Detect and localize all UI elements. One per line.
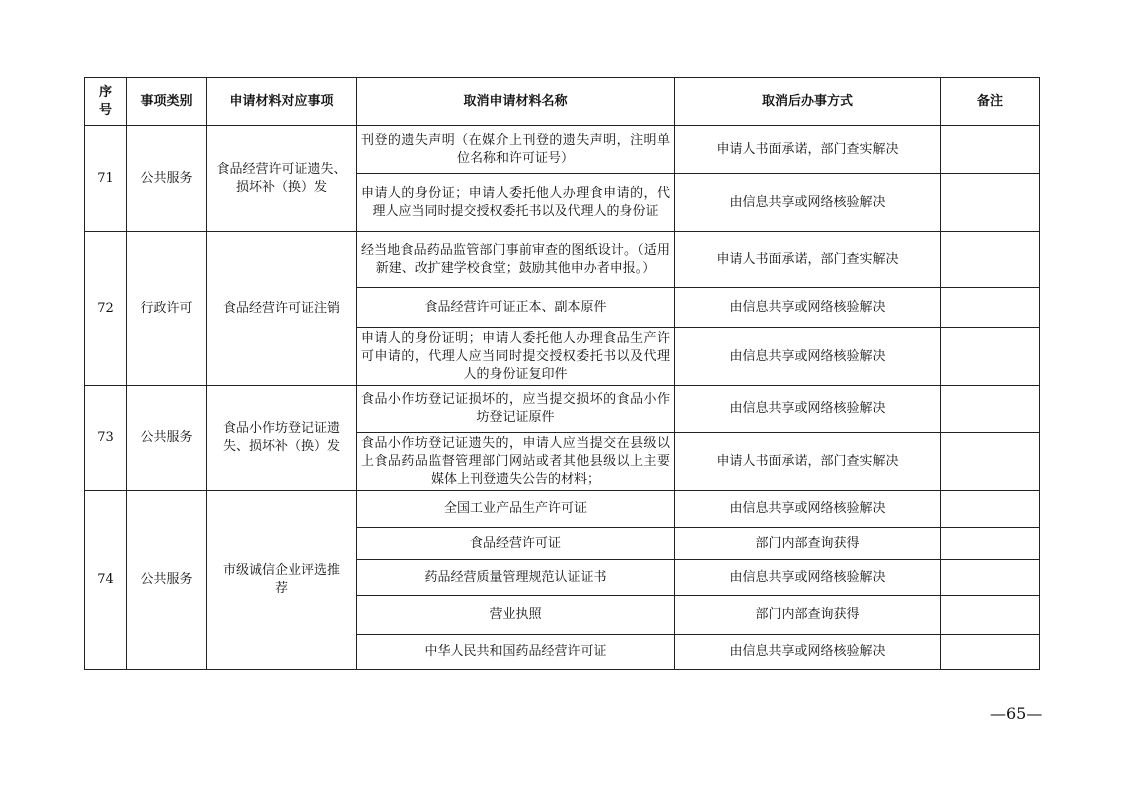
row-category: 公共服务 bbox=[127, 126, 207, 232]
table-row bbox=[85, 386, 1040, 433]
row-method: 部门内部查询获得 bbox=[675, 596, 941, 635]
row-no: 71 bbox=[85, 126, 127, 232]
header-no: 序号 bbox=[85, 78, 127, 126]
row-method: 申请人书面承诺，部门查实解决 bbox=[675, 126, 941, 174]
row-remark bbox=[941, 433, 1040, 491]
row-remark bbox=[941, 174, 1040, 232]
row-category: 行政许可 bbox=[127, 232, 207, 386]
header-category: 事项类别 bbox=[127, 78, 207, 126]
table-row bbox=[85, 126, 1040, 174]
row-material: 申请人的身份证；申请人委托他人办理食申请的，代理人应当同时提交授权委托书以及代理人的身份证 bbox=[357, 174, 675, 232]
row-item: 食品小作坊登记证遗失、损坏补（换）发 bbox=[207, 386, 357, 491]
row-category: 公共服务 bbox=[127, 491, 207, 670]
row-material: 中华人民共和国药品经营许可证 bbox=[357, 635, 675, 670]
row-remark bbox=[941, 386, 1040, 433]
row-method: 申请人书面承诺，部门查实解决 bbox=[675, 232, 941, 288]
header-method: 取消后办事方式 bbox=[675, 78, 941, 126]
row-method: 由信息共享或网络核验解决 bbox=[675, 491, 941, 528]
header-item: 申请材料对应事项 bbox=[207, 78, 357, 126]
row-category: 公共服务 bbox=[127, 386, 207, 491]
row-material: 食品小作坊登记证遗失的，申请人应当提交在县级以上食品药品监督管理部门网站或者其他县级以上主要媒体上刊登遗失公告的材料； bbox=[357, 433, 675, 491]
table-row bbox=[85, 491, 1040, 528]
row-no: 74 bbox=[85, 491, 127, 670]
row-material: 食品经营许可证正本、副本原件 bbox=[357, 288, 675, 328]
row-method: 由信息共享或网络核验解决 bbox=[675, 386, 941, 433]
row-material: 食品小作坊登记证损坏的，应当提交损坏的食品小作坊登记证原件 bbox=[357, 386, 675, 433]
row-remark bbox=[941, 491, 1040, 528]
row-method: 申请人书面承诺，部门查实解决 bbox=[675, 433, 941, 491]
row-remark bbox=[941, 328, 1040, 386]
document-table bbox=[84, 77, 1040, 670]
row-remark bbox=[941, 126, 1040, 174]
row-material: 食品经营许可证 bbox=[357, 528, 675, 560]
row-item: 市级诚信企业评选推荐 bbox=[207, 491, 357, 670]
row-material: 经当地食品药品监管部门事前审查的图纸设计。（适用新建、改扩建学校食堂；鼓励其他申办者申报。） bbox=[357, 232, 675, 288]
row-method: 由信息共享或网络核验解决 bbox=[675, 560, 941, 596]
row-remark bbox=[941, 288, 1040, 328]
row-remark bbox=[941, 528, 1040, 560]
row-method: 由信息共享或网络核验解决 bbox=[675, 635, 941, 670]
row-method: 由信息共享或网络核验解决 bbox=[675, 328, 941, 386]
row-item: 食品经营许可证注销 bbox=[207, 232, 357, 386]
page-number: —65— bbox=[990, 704, 1043, 723]
row-item: 食品经营许可证遗失、损坏补（换）发 bbox=[207, 126, 357, 232]
row-remark bbox=[941, 232, 1040, 288]
row-remark bbox=[941, 596, 1040, 635]
header-remark: 备注 bbox=[941, 78, 1040, 126]
row-material: 营业执照 bbox=[357, 596, 675, 635]
row-material: 申请人的身份证明；申请人委托他人办理食品生产许可申请的，代理人应当同时提交授权委托书以及代理人的身份证复印件 bbox=[357, 328, 675, 386]
row-method: 由信息共享或网络核验解决 bbox=[675, 174, 941, 232]
header-material: 取消申请材料名称 bbox=[357, 78, 675, 126]
row-no: 73 bbox=[85, 386, 127, 491]
row-material: 全国工业产品生产许可证 bbox=[357, 491, 675, 528]
row-no: 72 bbox=[85, 232, 127, 386]
row-remark bbox=[941, 635, 1040, 670]
table-header-row bbox=[85, 78, 1040, 126]
row-method: 部门内部查询获得 bbox=[675, 528, 941, 560]
row-material: 刊登的遗失声明（在媒介上刊登的遗失声明，注明单位名称和许可证号） bbox=[357, 126, 675, 174]
table-row bbox=[85, 232, 1040, 288]
row-material: 药品经营质量管理规范认证证书 bbox=[357, 560, 675, 596]
row-remark bbox=[941, 560, 1040, 596]
row-method: 由信息共享或网络核验解决 bbox=[675, 288, 941, 328]
